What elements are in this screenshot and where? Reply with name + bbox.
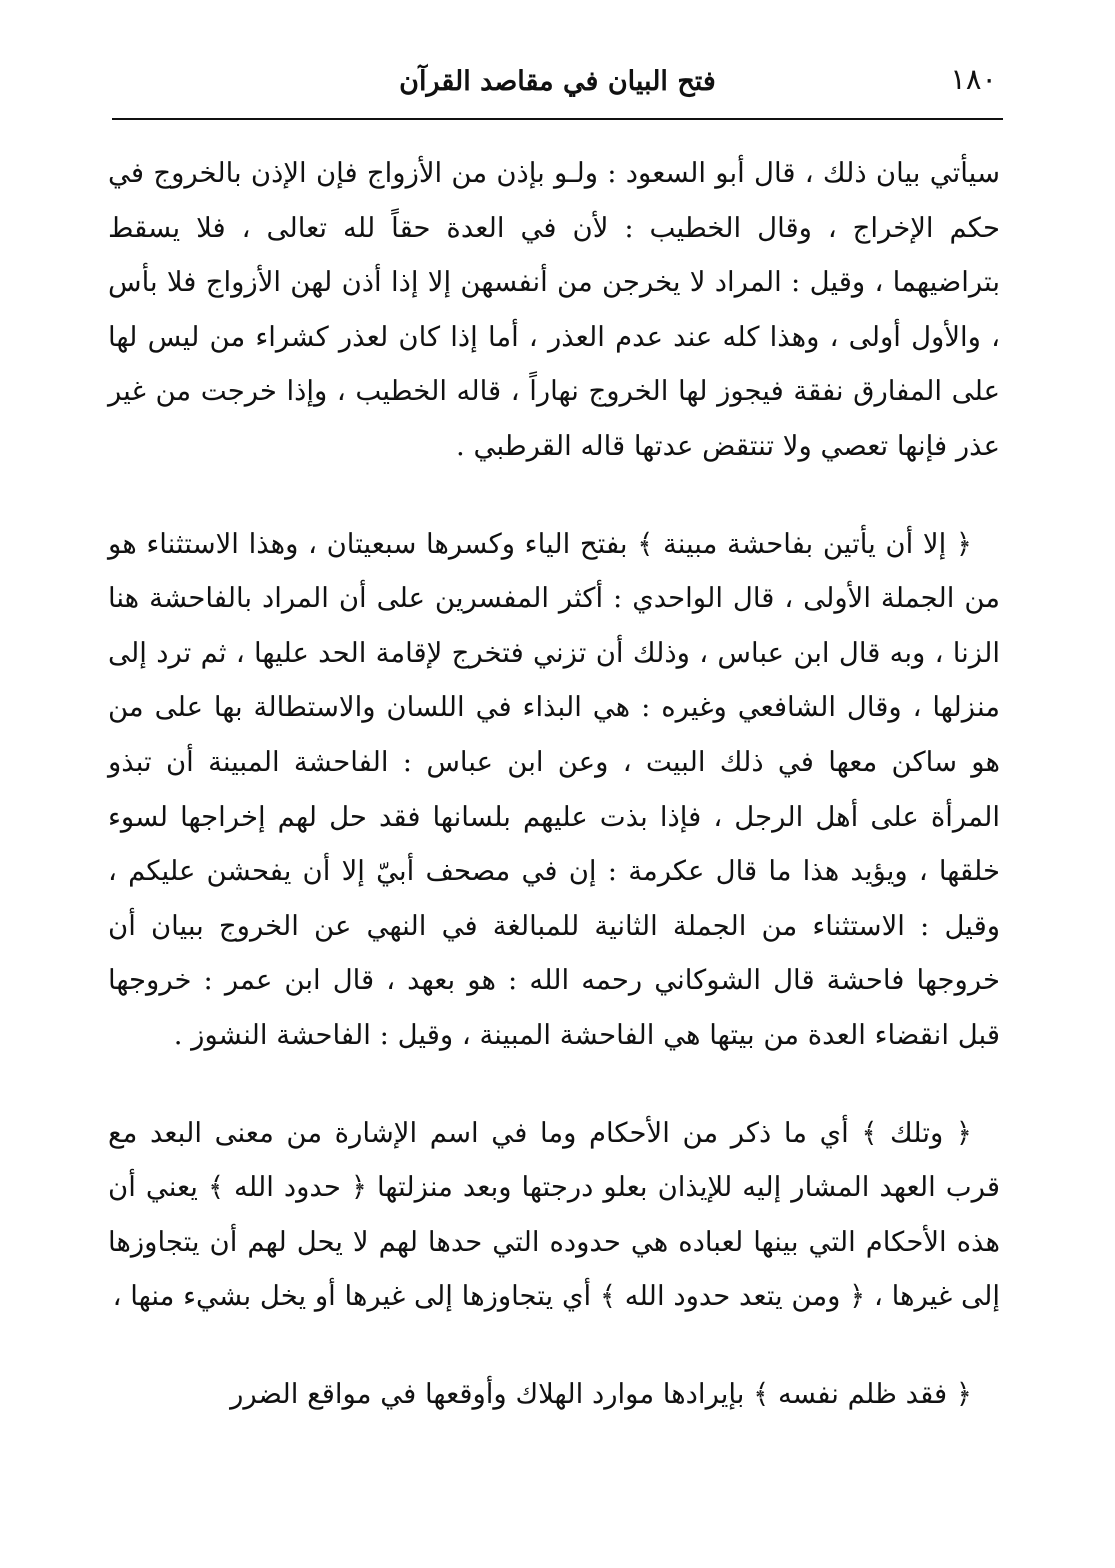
running-header [112, 62, 1003, 120]
paragraph-1: سيأتي بيان ذلك ، قال أبو السعود : ولـو بإذن من الأزواج فإن الإذن بالخروج في حكم الإخراج ، وقال الخطيب : لأن في العدة حقاً لله تعالى ، فلا يسقط بتراضيهما ، وقيل : المراد لا يخرجن من أنفسهن إلا إذا أذن لهن الأزواج فلا بأس ، والأول أولى ، وهذا كله عند عدم العذر ، أما إذا كان لعذر كشراء من ليس لها على المفارق نفقة فيجوز لها الخروج نهاراً ، قاله الخطيب ، وإذا خرجت من غير عذر فإنها تعصي ولا تنتقض عدتها قاله القرطبي . [108, 157, 1000, 462]
paragraph-4: ﴿ فقد ظلم نفسه ﴾ بإيرادها موارد الهلاك وأوقعها في مواقع الضرر [230, 1377, 972, 1410]
paragraph-2: ﴿ إلا أن يأتين بفاحشة مبينة ﴾ بفتح الياء وكسرها سبعيتان ، وهذا الاستثناء هو من الجملة الأولى ، قال الواحدي : أكثر المفسرين على أن المراد بالفاحشة هنا الزنا ، وبه قال ابن عباس ، وذلك أن تزني فتخرج لإقامة الحد عليها ، ثم ترد إلى منزلها ، وقال الشافعي وغيره : هي البذاء في اللسان والاستطالة بها على من هو ساكن معها في ذلك البيت ، وعن ابن عباس : الفاحشة المبينة أن تبذو المرأة على أهل الرجل ، فإذا بذت عليهم بلسانها فقد حل لهم إخراجها لسوء خلقها ، ويؤيد هذا ما قال عكرمة : إن في مصحف أبيّ إلا أن يفحشن عليكم ، وقيل : الاستثناء من الجملة الثانية للمبالغة في النهي عن الخروج ببيان أن خروجها فاحشة قال الشوكاني رحمه الله : هو بعهد ، قال ابن عمر : خروجها قبل انقضاء العدة من بيتها هي الفاحشة المبينة ، وقيل : الفاحشة النشوز . [108, 527, 1000, 1051]
paragraph-3: ﴿ وتلك ﴾ أي ما ذكر من الأحكام وما في اسم الإشارة من معنى البعد مع قرب العهد المشار إليه للإيذان بعلو درجتها وبعد منزلتها ﴿ حدود الله ﴾ يعني أن هذه الأحكام التي بينها لعباده هي حدوده التي حدها لهم لا يحل لهم أن يتجاوزها إلى غيرها ، ﴿ ومن يتعد حدود الله ﴾ أي يتجاوزها إلى غيرها أو يخل بشيء منها ، [108, 1116, 1000, 1313]
book-title: فتح البيان في مقاصد القرآن [399, 66, 716, 97]
page-body [108, 146, 1000, 1421]
page-number: ١٨٠ [950, 62, 997, 96]
